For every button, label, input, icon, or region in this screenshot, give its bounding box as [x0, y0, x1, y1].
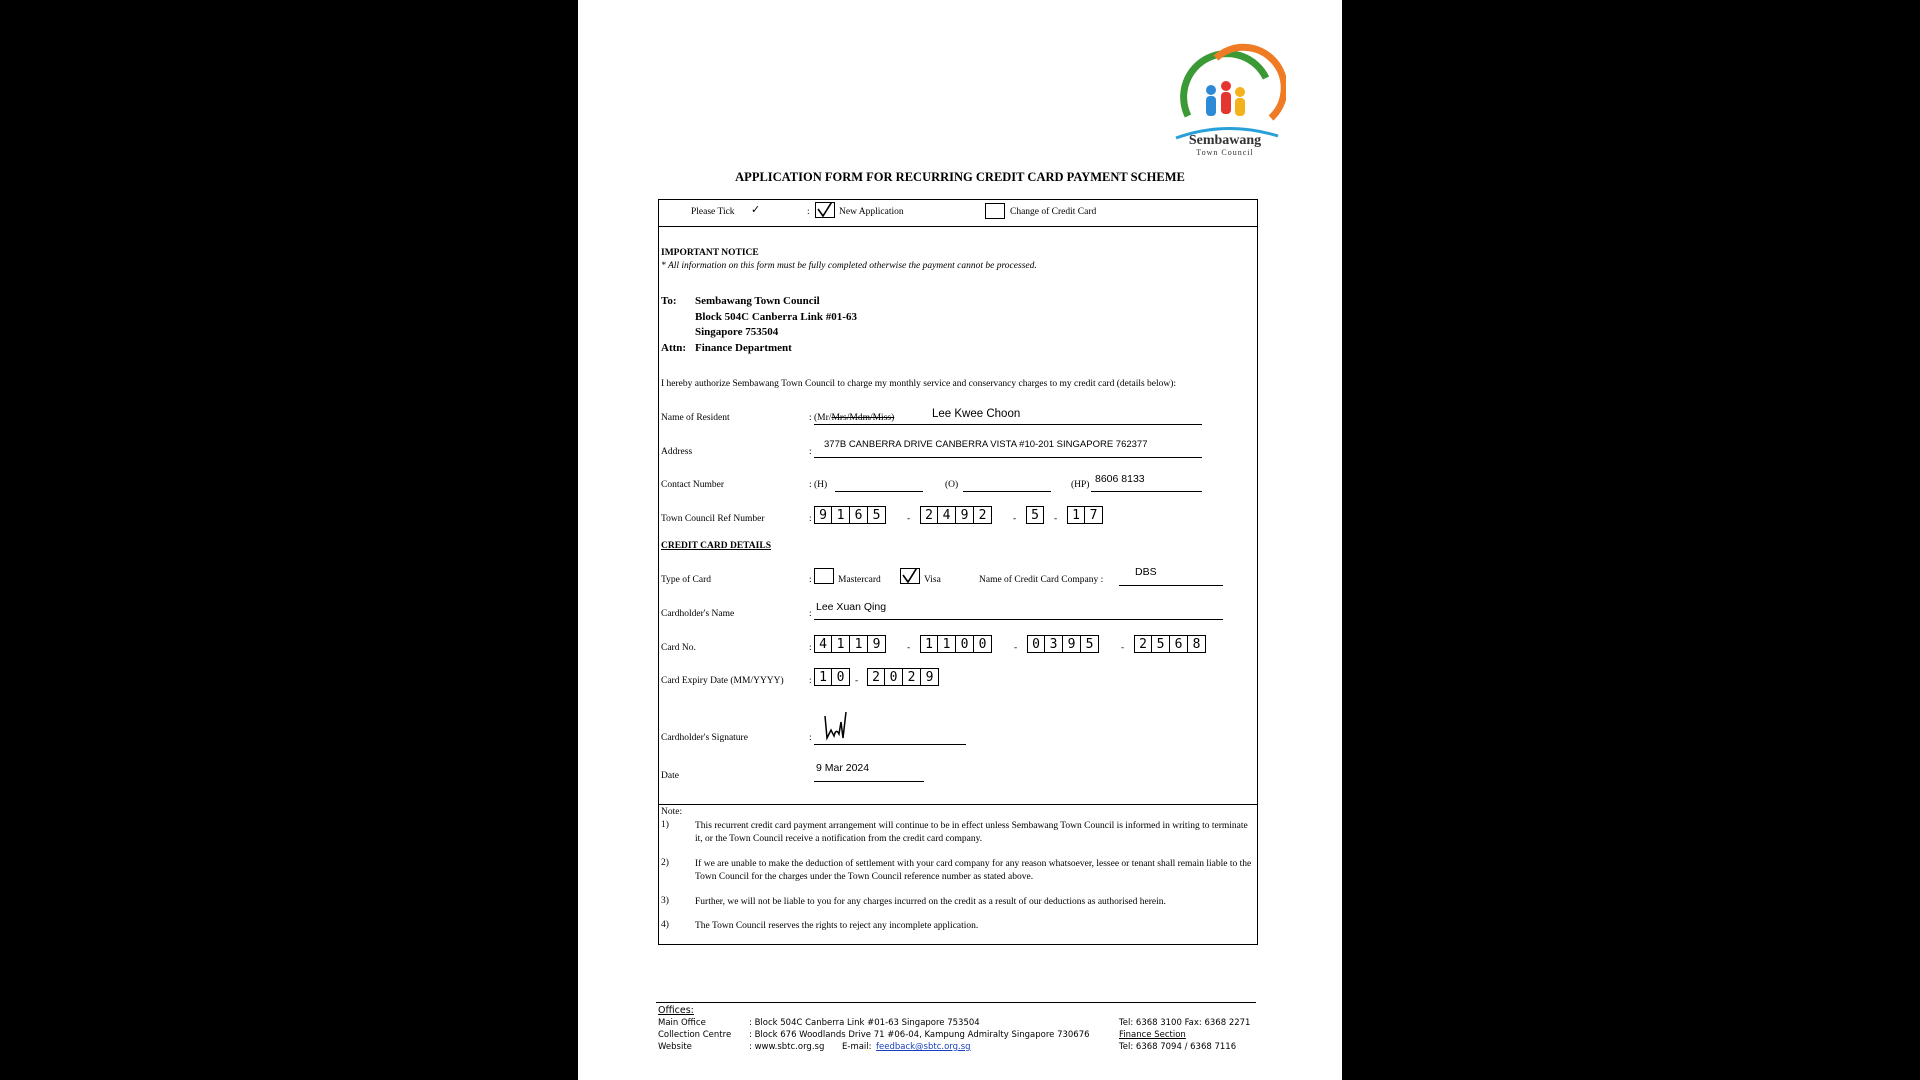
email-label: E-mail:	[842, 1042, 872, 1052]
new-application-label: New Application	[839, 207, 904, 217]
main-office-label: Main Office	[658, 1018, 706, 1028]
visa-label: Visa	[924, 575, 941, 585]
form-title: APPLICATION FORM FOR RECURRING CREDIT CARD PAYMENT SCHEME	[735, 170, 1185, 184]
ref-digit: 1	[1067, 506, 1085, 524]
card-digit: 4	[814, 635, 832, 653]
expiry-digit: 0	[832, 668, 850, 686]
signature-colon: :	[809, 733, 812, 743]
to-line-2: Block 504C Canberra Link #01-63	[695, 311, 857, 323]
ref-dash: -	[1054, 514, 1058, 524]
card-dash: -	[1121, 643, 1125, 653]
credit-card-heading: CREDIT CARD DETAILS	[661, 541, 771, 551]
expiry-dash: -	[855, 676, 859, 686]
ref-digit: 4	[938, 506, 956, 524]
logo-subtitle: Town Council	[1196, 148, 1254, 157]
name-salutation: : (Mr/Mrs/Mdm/Miss)	[809, 413, 895, 423]
finance-section-label: Finance Section	[1119, 1030, 1186, 1040]
ref-digit: 6	[850, 506, 868, 524]
card-digit: 6	[1170, 635, 1188, 653]
card-digit: 9	[1063, 635, 1081, 653]
contact-label: Contact Number	[661, 480, 725, 490]
ref-group-4[interactable]	[1067, 506, 1103, 524]
collection-centre-label: Collection Centre	[658, 1030, 732, 1040]
card-digit: 0	[1027, 635, 1045, 653]
name-label: Name of Resident	[661, 413, 730, 423]
card-digit: 5	[1081, 635, 1099, 653]
hp-underline	[1091, 491, 1202, 492]
notice-text: * All information on this form must be fully completed otherwise the payment cannot be processed.	[661, 261, 1037, 271]
tick-colon: :	[807, 207, 810, 217]
ref-group-2[interactable]	[920, 506, 992, 524]
visa-checkbox[interactable]	[900, 568, 920, 584]
note-item: 3) Further, we will not be liable to you for any charges incurred on the credit as a result of our deductions as authorised herein.	[661, 896, 1166, 907]
name-value: Lee Kwee Choon	[932, 408, 1021, 420]
card-digit: 9	[868, 635, 886, 653]
mastercard-checkbox[interactable]	[814, 568, 834, 584]
ref-digit: 7	[1085, 506, 1103, 524]
hp-label: (HP)	[1071, 480, 1090, 490]
note-item: 1) This recurrent credit card payment arrangement will continue to be in effect unless Sembawang Town Council is informed in writing to terminate it, or the Town Council receive a notification from the credit card company.	[661, 820, 1248, 844]
ref-group-3[interactable]	[1026, 506, 1044, 524]
signature-underline	[814, 744, 966, 745]
website-link[interactable]: : www.sbtc.org.sg	[749, 1042, 825, 1052]
card-dash: -	[1014, 643, 1018, 653]
card-digit: 1	[920, 635, 938, 653]
note-item: 2) If we are unable to make the deduction of settlement with your card company for any reason whatsoever, lessee or tenant shall remain liable to the Town Council for the charges under the Town Council reference number as stated above.	[661, 858, 1252, 882]
card-digit: 1	[850, 635, 868, 653]
expiry-colon: :	[809, 676, 812, 686]
cardholder-underline	[814, 619, 1223, 620]
main-office-value: : Block 504C Canberra Link #01-63 Singapore 753504	[749, 1018, 980, 1028]
ref-label: Town Council Ref Number	[661, 514, 765, 524]
cardholder-colon: :	[809, 609, 812, 619]
card-company-value: DBS	[1135, 566, 1157, 578]
mastercard-label: Mastercard	[838, 575, 881, 585]
cardholder-name-label: Cardholder's Name	[661, 609, 735, 619]
application-form	[658, 199, 1258, 945]
date-label: Date	[661, 771, 679, 781]
card-group-3[interactable]	[1027, 635, 1099, 653]
note-heading: Note:	[661, 807, 683, 817]
change-card-label: Change of Credit Card	[1010, 207, 1097, 217]
name-underline	[814, 424, 1202, 425]
offices-heading: Offices:	[658, 1005, 694, 1016]
footer-rule	[656, 1002, 1256, 1003]
email-link[interactable]: feedback@sbtc.org.sg	[876, 1042, 971, 1052]
ref-digit: 2	[974, 506, 992, 524]
expiry-digit: 0	[885, 668, 903, 686]
expiry-digit: 2	[903, 668, 921, 686]
ref-group-1[interactable]	[814, 506, 886, 524]
ref-dash: -	[907, 514, 911, 524]
to-label: To:	[661, 295, 677, 307]
ref-digit: 5	[1026, 506, 1044, 524]
card-digit: 2	[1134, 635, 1152, 653]
ref-digit: 2	[920, 506, 938, 524]
date-underline	[814, 781, 924, 782]
website-label: Website	[658, 1042, 692, 1052]
o-label: (O)	[945, 480, 959, 490]
please-tick-label: Please Tick	[691, 207, 735, 217]
address-underline	[814, 457, 1202, 458]
h-label: : (H)	[809, 480, 828, 490]
checkmark-icon	[901, 569, 921, 585]
cardholder-name-value: Lee Xuan Qing	[816, 601, 887, 613]
authorization-text: I hereby authorize Sembawang Town Council to charge my monthly service and conservancy charges to my credit card (details below):	[661, 379, 1177, 389]
ref-colon: :	[809, 514, 812, 524]
card-dash: -	[907, 643, 911, 653]
address-colon: :	[809, 447, 812, 457]
card-company-underline	[1119, 585, 1223, 586]
card-digit: 8	[1188, 635, 1206, 653]
ref-digit: 9	[814, 506, 832, 524]
date-value: 9 Mar 2024	[816, 762, 870, 774]
to-line-1: Sembawang Town Council	[695, 295, 820, 307]
finance-tel: Tel: 6368 7094 / 6368 7116	[1119, 1042, 1237, 1052]
ref-digit: 1	[832, 506, 850, 524]
card-group-4[interactable]	[1134, 635, 1206, 653]
address-value: 377B CANBERRA DRIVE CANBERRA VISTA #10-201 SINGAPORE 762377	[824, 439, 1148, 450]
card-digit: 1	[832, 635, 850, 653]
card-number-label: Card No.	[661, 643, 696, 653]
home-phone-field[interactable]	[835, 491, 923, 492]
tel-fax: Tel: 6368 3100 Fax: 6368 2271	[1119, 1018, 1251, 1028]
expiry-label: Card Expiry Date (MM/YYYY)	[661, 676, 784, 686]
tick-mark-icon: ✓	[751, 204, 761, 216]
card-digit: 5	[1152, 635, 1170, 653]
card-type-label: Type of Card	[661, 575, 711, 585]
card-group-2[interactable]	[920, 635, 992, 653]
logo-name: Sembawang	[1188, 133, 1262, 148]
ref-dash: -	[1013, 514, 1017, 524]
card-digit: 0	[974, 635, 992, 653]
hp-value: 8606 8133	[1095, 473, 1145, 485]
attn-label: Attn:	[661, 342, 687, 354]
collection-centre-value: : Block 676 Woodlands Drive 71 #06-04, Kampung Admiralty Singapore 730676	[749, 1030, 1090, 1040]
address-label: Address	[661, 447, 693, 457]
document-page	[578, 0, 1342, 1080]
expiry-digit: 2	[867, 668, 885, 686]
card-digit: 0	[956, 635, 974, 653]
card-digit: 3	[1045, 635, 1063, 653]
card-company-label: Name of Credit Card Company :	[979, 575, 1104, 585]
card-digit: 1	[938, 635, 956, 653]
attn-value: Finance Department	[695, 342, 792, 354]
signature-label: Cardholder's Signature	[661, 733, 748, 743]
office-phone-field[interactable]	[963, 491, 1051, 492]
card-number-colon: :	[809, 643, 812, 653]
handwritten-signature	[821, 708, 861, 744]
expiry-digit: 9	[921, 668, 939, 686]
expiry-year[interactable]	[867, 668, 939, 686]
expiry-month[interactable]	[814, 668, 850, 686]
note-item: 4) The Town Council reserves the rights to reject any incomplete application.	[661, 920, 979, 931]
divider	[659, 804, 1257, 805]
ref-digit: 9	[956, 506, 974, 524]
divider	[659, 226, 1257, 227]
card-type-colon: :	[809, 575, 812, 585]
to-line-3: Singapore 753504	[695, 326, 779, 338]
card-group-1[interactable]	[814, 635, 886, 653]
expiry-digit: 1	[814, 668, 832, 686]
ref-digit: 5	[868, 506, 886, 524]
change-card-checkbox[interactable]	[985, 203, 1005, 219]
checkmark-icon	[816, 203, 836, 219]
new-application-checkbox[interactable]	[815, 202, 835, 218]
notice-heading: IMPORTANT NOTICE	[661, 248, 759, 258]
